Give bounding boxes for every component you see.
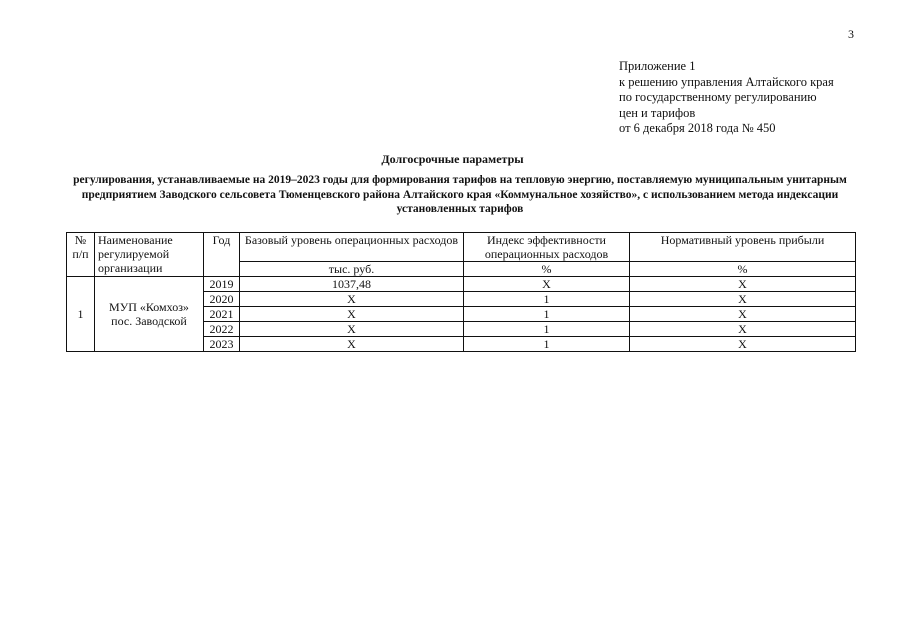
cell-base-level: X bbox=[240, 322, 464, 337]
cell-profit-level: X bbox=[630, 292, 856, 307]
cell-profit-level: X bbox=[630, 277, 856, 292]
row-org-name: МУП «Комхоз» пос. Заводской bbox=[95, 277, 204, 352]
unit-profit-level: % bbox=[630, 262, 856, 277]
cell-base-level: X bbox=[240, 337, 464, 352]
document-subtitle: регулирования, устанавливаемые на 2019–2023 годы для формирования тарифов на тепловую энергию, поставляемую муниципальным унитарным предприятием Заводского сельсовета Тюменцевского района Алтайского края «Коммунальное хозяйство», с использованием метода индексации установленных тарифов bbox=[73, 174, 847, 215]
unit-base-level: тыс. руб. bbox=[240, 262, 464, 277]
cell-year: 2022 bbox=[204, 322, 240, 337]
header-profit-level: Нормативный уровень прибыли bbox=[630, 233, 856, 262]
cell-base-level: X bbox=[240, 307, 464, 322]
cell-year: 2021 bbox=[204, 307, 240, 322]
cell-base-level: 1037,48 bbox=[240, 277, 464, 292]
cell-base-level: X bbox=[240, 292, 464, 307]
cell-profit-level: X bbox=[630, 322, 856, 337]
appendix-block bbox=[619, 59, 834, 137]
cell-year: 2019 bbox=[204, 277, 240, 292]
cell-efficiency-index: X bbox=[464, 277, 630, 292]
cell-profit-level: X bbox=[630, 337, 856, 352]
page-number: 3 bbox=[848, 27, 854, 41]
appendix-line: Приложение 1 bbox=[619, 59, 696, 73]
cell-profit-level: X bbox=[630, 307, 856, 322]
cell-year: 2023 bbox=[204, 337, 240, 352]
appendix-line: к решению управления Алтайского края bbox=[619, 74, 834, 89]
header-year: Год bbox=[204, 233, 240, 277]
cell-efficiency-index: 1 bbox=[464, 322, 630, 337]
appendix-line: цен и тарифов bbox=[619, 105, 696, 120]
header-num: № п/п bbox=[67, 233, 95, 277]
unit-efficiency-index: % bbox=[464, 262, 630, 277]
header-org: Наименование регулируемой организации bbox=[95, 233, 204, 277]
cell-efficiency-index: 1 bbox=[464, 307, 630, 322]
table-row bbox=[67, 277, 856, 292]
parameters-table bbox=[66, 232, 856, 352]
header-efficiency-index: Индекс эффективности операционных расходов bbox=[464, 233, 630, 262]
cell-year: 2020 bbox=[204, 292, 240, 307]
cell-efficiency-index: 1 bbox=[464, 337, 630, 352]
appendix-line: от 6 декабря 2018 года № 450 bbox=[619, 121, 776, 135]
table-header-row bbox=[67, 233, 856, 262]
document-title: Долгосрочные параметры bbox=[381, 152, 524, 166]
cell-efficiency-index: 1 bbox=[464, 292, 630, 307]
header-base-level: Базовый уровень операционных расходов bbox=[240, 233, 464, 262]
appendix-line: по государственному регулированию bbox=[619, 90, 817, 104]
row-num: 1 bbox=[67, 277, 95, 352]
